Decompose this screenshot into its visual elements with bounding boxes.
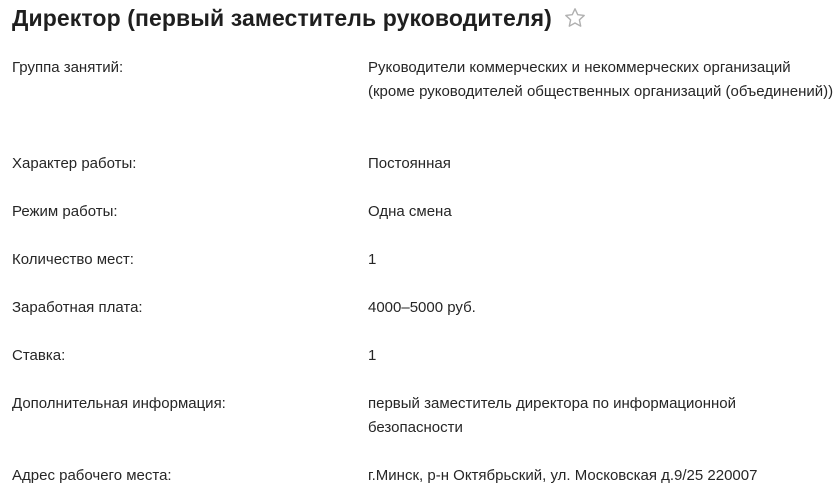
detail-value: Постоянная [368,155,451,172]
detail-label: Дополнительная информация: [12,395,226,412]
title-row [12,0,836,36]
detail-label: Ставка: [12,347,66,364]
favorite-star-icon[interactable] [562,5,588,31]
page-title: Директор (первый заместитель руководителя) [12,4,552,31]
detail-value: Руководители коммерческих и некоммерческих организаций (кроме руководителей общественных организаций (объединений)) [368,59,834,100]
detail-label: Группа занятий: [12,59,124,76]
detail-label: Адрес рабочего места: [12,467,172,484]
detail-label: Характер работы: [12,155,137,172]
detail-value: Одна смена [368,203,452,220]
detail-value: 1 [368,347,377,364]
detail-label: Количество мест: [12,251,134,268]
detail-value: первый заместитель директора по информационной безопасности [368,395,737,436]
detail-label: Заработная плата: [12,299,143,316]
vacancy-card [12,0,836,484]
detail-value: г.Минск, р-н Октябрьский, ул. Московская д.9/25 220007 [368,467,758,484]
detail-value: 1 [368,251,377,268]
detail-value: 4000–5000 руб. [368,299,476,316]
detail-label: Режим работы: [12,203,118,220]
star-outline-icon [563,6,587,30]
